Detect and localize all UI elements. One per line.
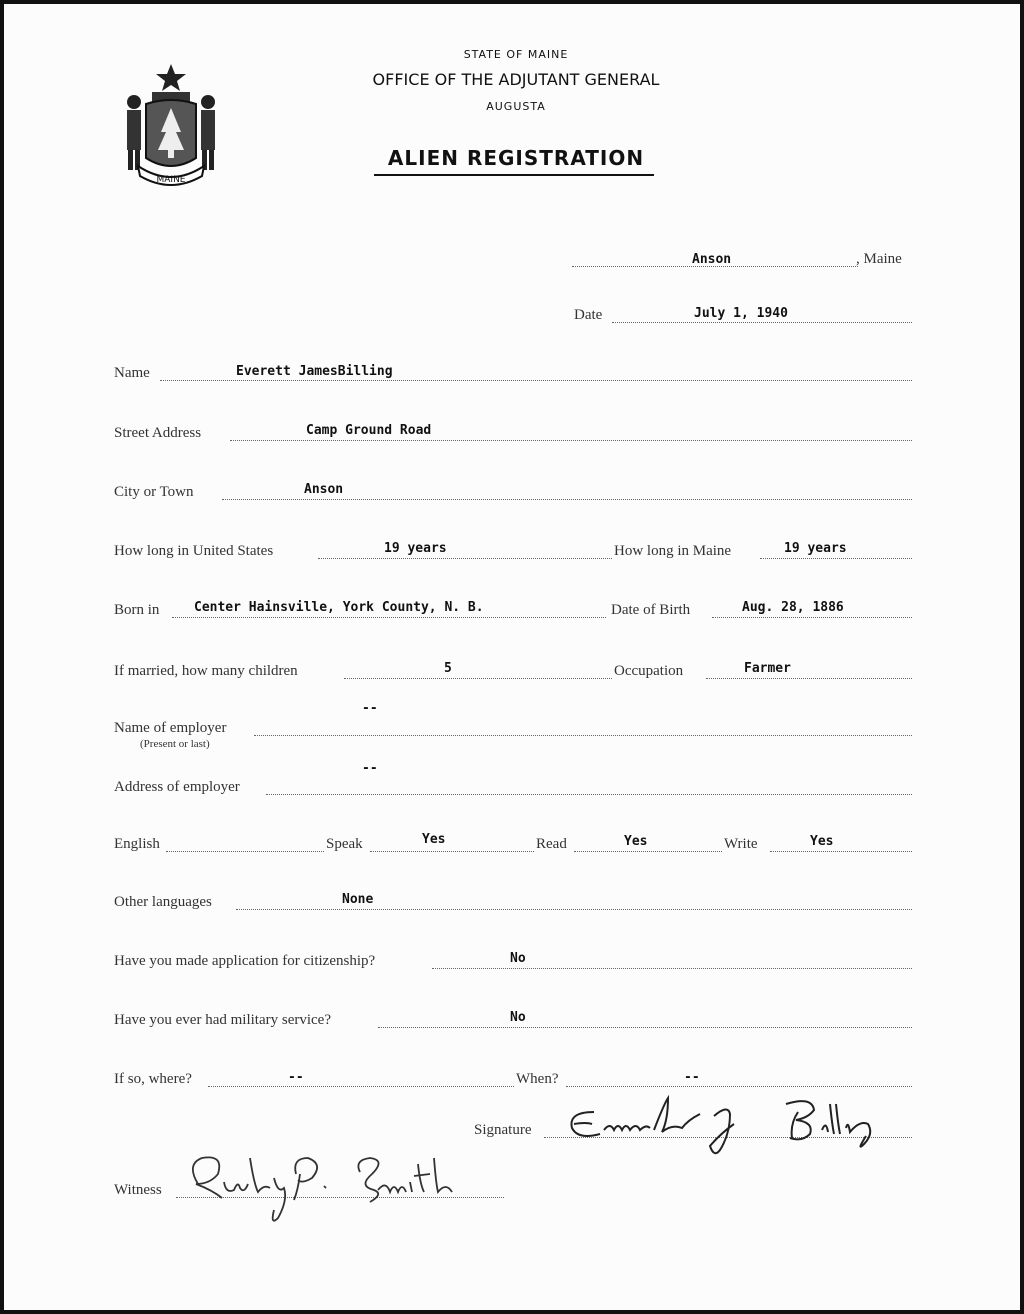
name-line [160,380,912,381]
city-line [222,499,912,500]
employer-address-value: -- [362,761,378,776]
signature-handwriting [564,1094,904,1164]
state-heading: STATE OF MAINE [463,48,569,61]
when-label: When? [516,1071,559,1087]
read-value: Yes [624,834,648,849]
occupation-label: Occupation [614,663,684,679]
us-duration-label: How long in United States [114,543,274,559]
speak-label: Speak [326,836,363,852]
citizenship-label: Have you made application for citizenship? [114,953,376,969]
name-value: Everett JamesBilling [236,364,393,379]
city-value: Anson [304,482,344,497]
maine-duration-label: How long in Maine [614,543,732,559]
born-label: Born in [114,602,160,618]
employer-sublabel: (Present or last) [140,738,210,750]
employer-line [254,735,912,736]
city-heading: AUGUSTA [486,100,546,113]
maine-duration-line [760,558,912,559]
where-label: If so, where? [114,1071,192,1087]
english-line [166,851,324,852]
seal-text: MAINE [156,175,186,185]
read-label: Read [536,836,567,852]
military-value: No [510,1010,526,1025]
occupation-value: Farmer [744,661,791,676]
name-label: Name [114,365,150,381]
dob-line [712,617,912,618]
english-label: English [114,836,160,852]
military-label: Have you ever had military service? [114,1012,331,1028]
other-languages-value: None [342,892,374,907]
other-languages-line [236,909,912,910]
dob-label: Date of Birth [611,602,691,618]
children-label: If married, how many children [114,663,298,679]
when-line [566,1086,912,1087]
born-line [172,617,606,618]
citizenship-line [432,968,912,969]
born-value: Center Hainsville, York County, N. B. [194,600,484,615]
when-value: -- [684,1070,700,1085]
employer-label: Name of employer [114,720,227,736]
form-title: ALIEN REGISTRATION [387,146,645,170]
children-value: 5 [444,661,452,676]
where-value: -- [288,1070,304,1085]
us-duration-value: 19 years [384,541,447,556]
speak-value: Yes [422,832,446,847]
street-line [230,440,912,441]
us-duration-line [318,558,612,559]
employer-address-label: Address of employer [114,779,240,795]
maine-duration-value: 19 years [784,541,847,556]
children-line [344,678,612,679]
write-line [770,851,912,852]
signature-label: Signature [474,1122,532,1138]
city-label: City or Town [114,484,194,500]
title-underline [374,174,654,176]
occupation-line [706,678,912,679]
street-value: Camp Ground Road [306,423,432,438]
place-suffix: , Maine [856,251,902,267]
date-line [612,322,912,323]
office-heading: OFFICE OF THE ADJUTANT GENERAL [372,70,660,89]
dob-value: Aug. 28, 1886 [742,600,844,615]
street-label: Street Address [114,425,202,441]
witness-handwriting [174,1144,474,1229]
date-value: July 1, 1940 [694,306,788,321]
citizenship-value: No [510,951,526,966]
speak-line [370,851,534,852]
employer-value: -- [362,701,378,716]
write-label: Write [724,836,758,852]
date-label: Date [574,307,603,323]
employer-address-line [266,794,912,795]
where-line [208,1086,514,1087]
military-line [378,1027,912,1028]
write-value: Yes [810,834,834,849]
other-languages-label: Other languages [114,894,212,910]
place-value: Anson [692,252,732,267]
witness-label: Witness [114,1182,162,1198]
read-line [574,851,722,852]
